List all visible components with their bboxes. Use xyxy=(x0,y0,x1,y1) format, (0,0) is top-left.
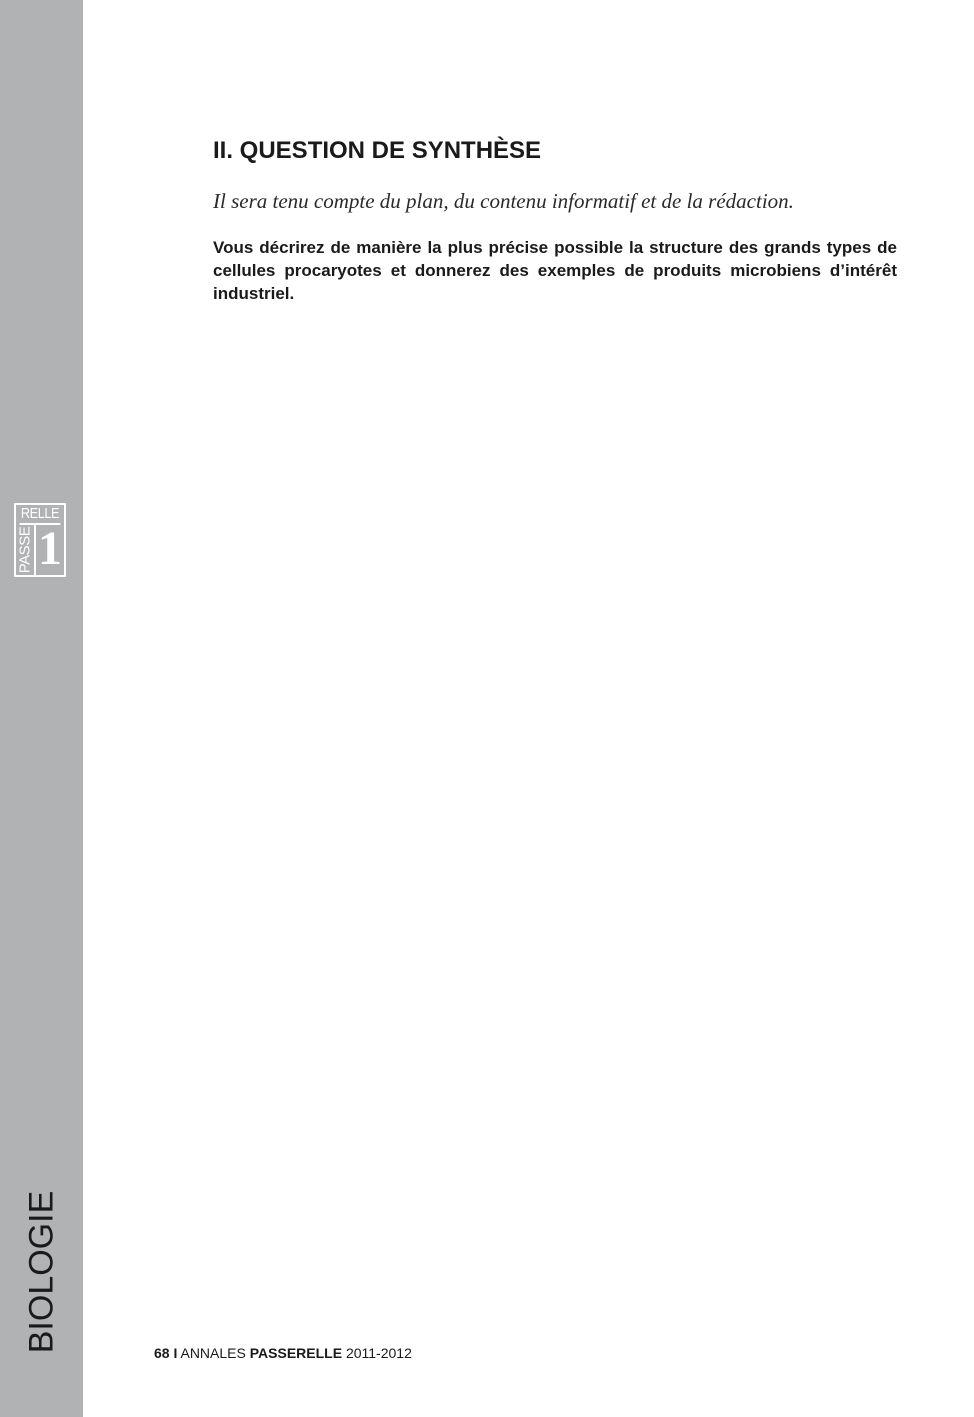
footer-annales: ANNALES xyxy=(180,1345,246,1361)
logo-side-text: PASSE xyxy=(16,526,34,574)
subject-title: BIOLOGIE xyxy=(22,1190,61,1354)
footer-separator: I xyxy=(173,1345,178,1361)
section-heading: II. QUESTION DE SYNTHÈSE xyxy=(213,137,542,164)
logo-number: 1 xyxy=(38,522,62,575)
question-text: Vous décrirez de manière la plus précise possible la structure des grands types de cellules procaryotes et donnerez des exemples de produits microbiens d’intérêt industriel. xyxy=(213,238,897,303)
sidebar xyxy=(0,0,83,1417)
page-footer xyxy=(154,1343,412,1363)
page-number: 68 xyxy=(154,1345,170,1361)
logo-top-text: RELLE xyxy=(20,505,61,525)
footer-passerelle: PASSERELLE xyxy=(249,1345,343,1361)
instruction-note: Il sera tenu compte du plan, du contenu informatif et de la rédaction. xyxy=(213,189,794,213)
passerelle-logo xyxy=(14,503,66,577)
footer-years: 2011-2012 xyxy=(345,1345,412,1361)
logo-side xyxy=(16,525,36,575)
